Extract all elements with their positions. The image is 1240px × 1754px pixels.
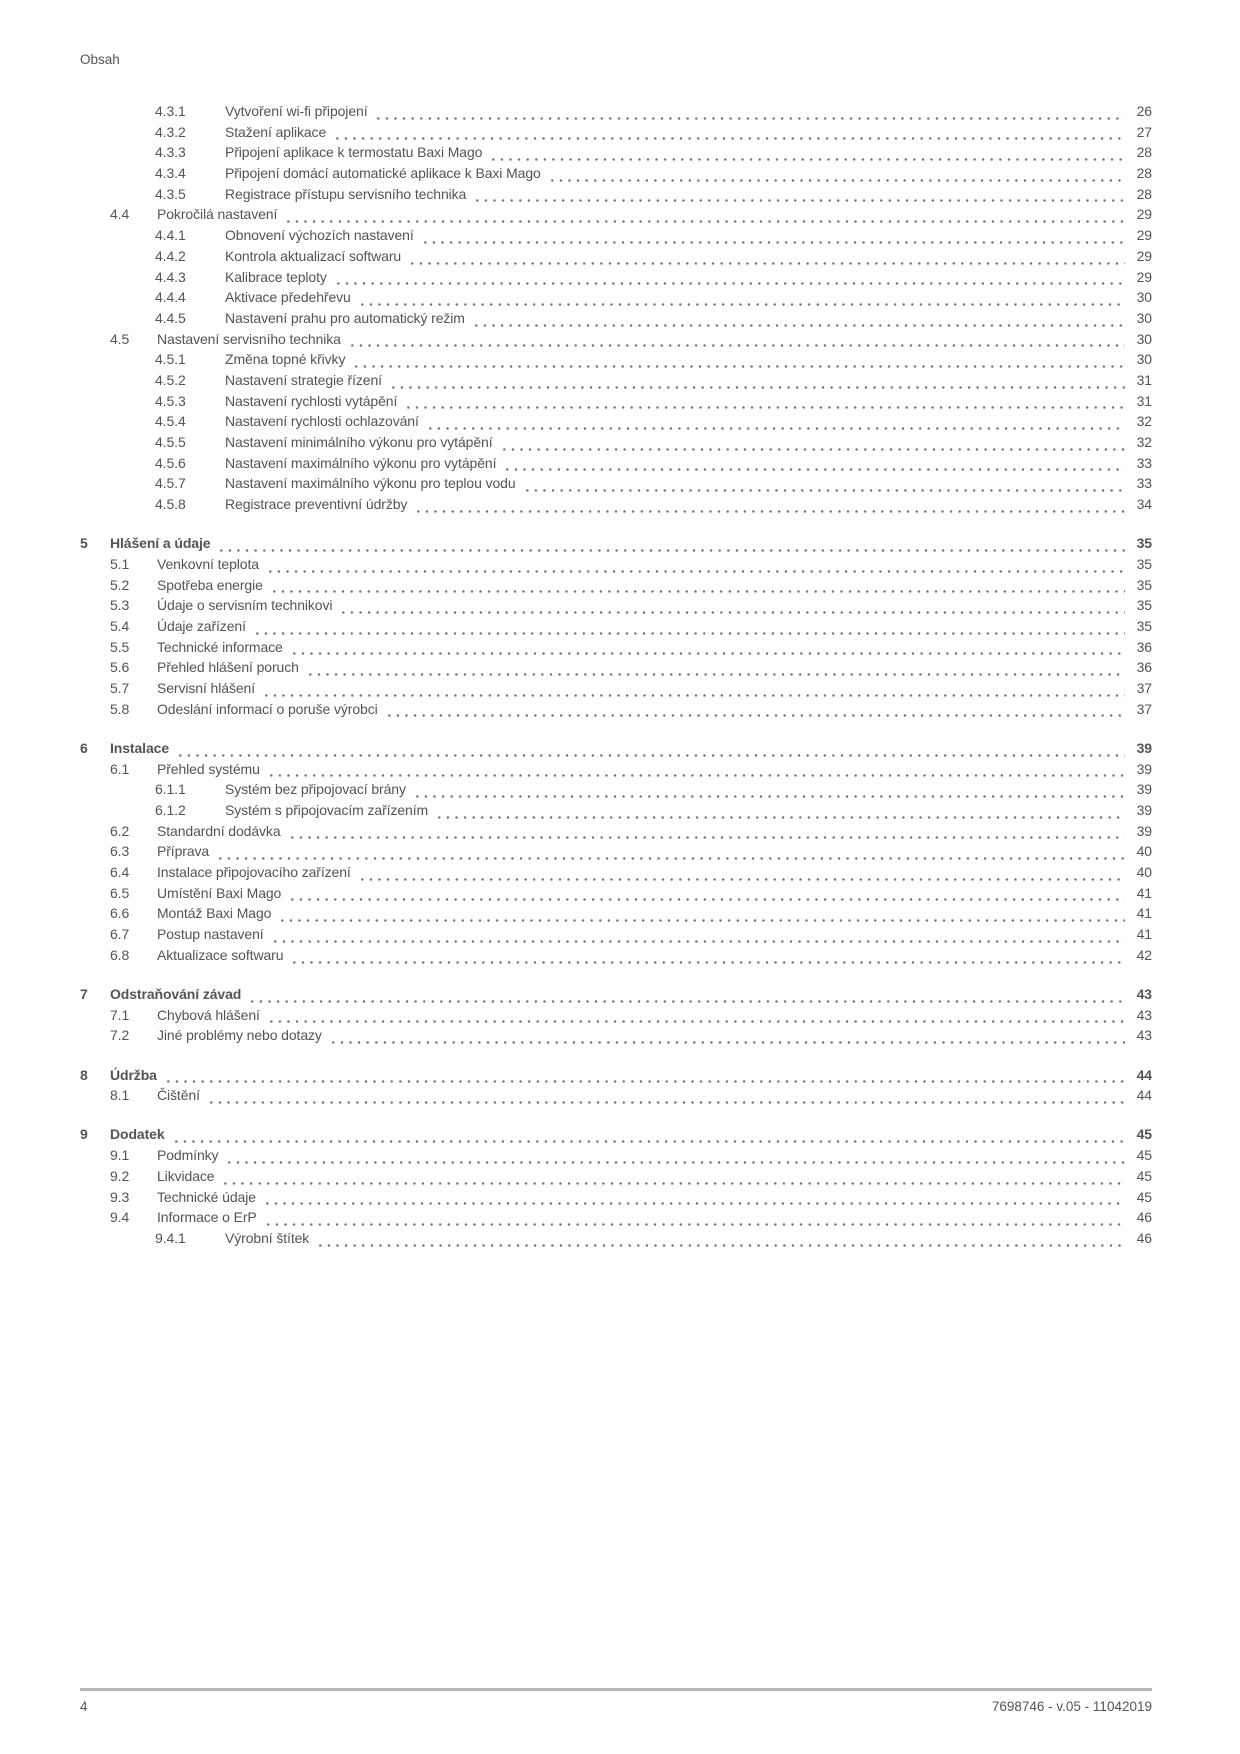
- toc-entry-page: 35: [1136, 535, 1152, 552]
- toc-entry-title: Kalibrace teploty: [225, 268, 327, 285]
- footer-divider: [80, 1688, 1152, 1691]
- dot-leader: [521, 475, 1125, 496]
- toc-entry-title: Připojení domácí automatické aplikace k Baxi Mago: [225, 165, 541, 182]
- toc-entry-page: 41: [1136, 926, 1152, 943]
- toc-entry-title: Venkovní teplota: [157, 555, 259, 572]
- toc-entry-number: 6.1.2: [155, 802, 186, 818]
- toc-entry-number: 6.5: [110, 884, 130, 901]
- dot-leader: [356, 864, 1125, 885]
- toc-entry-page: 33: [1136, 475, 1152, 492]
- page-footer: [80, 1699, 1152, 1714]
- toc-entry-title: Vytvoření wi-fi připojení: [225, 103, 368, 119]
- toc-entry-number: 6.2: [110, 822, 130, 839]
- toc-entry-title: Odstraňování závad: [110, 986, 242, 1002]
- toc-entry-number: 4.3.5: [155, 185, 186, 202]
- dot-leader: [304, 659, 1125, 680]
- toc-entry-page: 30: [1136, 330, 1152, 347]
- dot-leader: [286, 823, 1125, 844]
- toc-entry-page: 31: [1136, 371, 1152, 388]
- toc-entry-title: Spotřeba energie: [157, 576, 263, 593]
- dot-leader: [265, 761, 1125, 782]
- toc-entry-number: 4.5.7: [155, 475, 186, 492]
- dot-leader: [282, 206, 1125, 227]
- dot-leader: [487, 144, 1125, 165]
- toc-row: [80, 761, 1152, 782]
- dot-leader: [262, 1209, 1125, 1230]
- toc-entry-number: 9: [80, 1126, 88, 1143]
- toc-entry-number: 4.4.1: [155, 227, 186, 244]
- toc-entry-title: Jiné problémy nebo dotazy: [157, 1027, 322, 1044]
- toc-entry-title: Technické údaje: [157, 1188, 256, 1205]
- toc-row: [80, 701, 1152, 722]
- toc-entry-title: Nastavení rychlosti vytápění: [225, 392, 398, 409]
- toc-entry-page: 37: [1136, 700, 1152, 717]
- toc-entry-page: 35: [1136, 555, 1152, 572]
- toc-entry-number: 4.5.8: [155, 496, 186, 513]
- toc-entry-number: 6.4: [110, 864, 130, 881]
- toc-entry-title: Údaje o servisním technikovi: [157, 597, 333, 614]
- dot-leader: [406, 248, 1125, 269]
- dot-leader: [265, 1007, 1125, 1028]
- footer-doc-ref: 7698746 - v.05 - 11042019: [991, 1699, 1152, 1714]
- toc-entry-title: Nastavení maximálního výkonu pro teplou vodu: [225, 475, 516, 492]
- dot-leader: [205, 1087, 1125, 1108]
- dot-leader: [260, 680, 1125, 701]
- dot-leader: [174, 740, 1125, 761]
- toc-entry-page: 29: [1136, 268, 1152, 285]
- toc-row: [80, 269, 1152, 290]
- toc-row: [80, 1147, 1152, 1168]
- toc-entry-page: 46: [1136, 1209, 1152, 1226]
- toc-entry-title: Montáž Baxi Mago: [157, 905, 272, 922]
- toc-entry-number: 6.7: [110, 926, 130, 943]
- dot-leader: [402, 393, 1125, 414]
- toc-entry-page: 39: [1136, 739, 1152, 756]
- toc-row: [80, 577, 1152, 598]
- toc-entry-number: 4.5.5: [155, 434, 186, 450]
- toc-entry-number: 7: [80, 986, 88, 1002]
- toc-entry-number: 9.4.1: [155, 1229, 186, 1246]
- toc-row: [80, 1126, 1152, 1147]
- toc-entry-title: Údaje zařízení: [157, 618, 246, 634]
- toc-entry-page: 40: [1136, 864, 1152, 881]
- toc-entry-number: 5.5: [110, 638, 130, 655]
- toc-entry-title: Obnovení výchozích nastavení: [225, 227, 414, 244]
- dot-leader: [162, 1067, 1125, 1088]
- toc-entry-title: Nastavení prahu pro automatický režim: [225, 309, 465, 326]
- toc-row: [80, 206, 1152, 227]
- toc-entry-title: Instalace připojovacího zařízení: [157, 864, 351, 881]
- dot-leader: [269, 926, 1125, 947]
- toc-row: [80, 1087, 1152, 1108]
- toc-entry-title: Přehled systému: [157, 760, 260, 777]
- toc-row: [80, 740, 1152, 761]
- toc-entry-page: 42: [1136, 946, 1152, 963]
- toc-entry-number: 5: [80, 535, 88, 552]
- toc-entry-number: 5.8: [110, 700, 130, 717]
- toc-entry-title: Registrace přístupu servisního technika: [225, 185, 467, 202]
- dot-leader: [327, 1027, 1125, 1048]
- toc-row: [80, 289, 1152, 310]
- toc-row: [80, 556, 1152, 577]
- toc-entry-page: 29: [1136, 206, 1152, 223]
- dot-leader: [411, 781, 1125, 802]
- toc-entry-number: 6: [80, 739, 88, 756]
- dot-leader: [433, 802, 1125, 823]
- toc-entry-number: 4.5.2: [155, 371, 186, 388]
- toc-entry-number: 6.1: [110, 760, 130, 777]
- toc-entry-page: 35: [1136, 618, 1152, 634]
- toc-row: [80, 680, 1152, 701]
- toc-entry-number: 5.1: [110, 555, 130, 572]
- toc-entry-page: 32: [1136, 413, 1152, 430]
- dot-leader: [337, 597, 1125, 618]
- toc-entry-number: 9.2: [110, 1167, 130, 1184]
- toc-entry-number: 5.7: [110, 680, 130, 697]
- toc-row: [80, 597, 1152, 618]
- toc-entry-title: Kontrola aktualizací softwaru: [225, 247, 402, 264]
- dot-leader: [215, 535, 1125, 556]
- toc-row: [80, 1067, 1152, 1088]
- toc-row: [80, 905, 1152, 926]
- toc-entry-number: 4.5.1: [155, 351, 186, 368]
- toc-row: [80, 1168, 1152, 1189]
- toc-entry-title: Změna topné křivky: [225, 351, 346, 368]
- toc-entry-number: 4.3.1: [155, 103, 186, 119]
- toc-entry-page: 26: [1136, 103, 1152, 119]
- toc-entry-page: 44: [1136, 1087, 1152, 1104]
- toc-entry-title: Přehled hlášení poruch: [157, 659, 299, 676]
- toc-entry-page: 43: [1136, 986, 1152, 1002]
- toc-row: [80, 434, 1152, 455]
- dot-leader: [219, 1168, 1125, 1189]
- toc-entry-title: Stažení aplikace: [225, 123, 327, 140]
- toc-entry-number: 4.4.2: [155, 247, 186, 264]
- toc-row: [80, 248, 1152, 269]
- toc-row: [80, 802, 1152, 823]
- toc-entry-title: Likvidace: [157, 1167, 215, 1184]
- dot-leader: [424, 413, 1125, 434]
- toc-entry-number: 6.1.1: [155, 781, 186, 798]
- dot-leader: [372, 103, 1125, 124]
- dot-leader: [350, 351, 1125, 372]
- toc-entry-number: 4.3.2: [155, 123, 186, 140]
- dot-leader: [246, 986, 1125, 1007]
- toc-row: [80, 393, 1152, 414]
- toc-entry-number: 9.3: [110, 1188, 130, 1205]
- toc-entry-number: 4.4.4: [155, 289, 186, 306]
- toc-row: [80, 455, 1152, 476]
- toc-row: [80, 926, 1152, 947]
- toc-entry-title: Systém s připojovacím zařízením: [225, 802, 429, 818]
- toc-entry-title: Výrobní štítek: [225, 1229, 310, 1246]
- toc-entry-number: 6.6: [110, 905, 130, 922]
- toc-entry-title: Technické informace: [157, 638, 283, 655]
- toc-entry-title: Dodatek: [110, 1126, 165, 1143]
- toc-entry-title: Informace o ErP: [157, 1209, 257, 1226]
- toc-entry-page: 30: [1136, 351, 1152, 368]
- toc-entry-page: 39: [1136, 781, 1152, 798]
- toc-row: [80, 372, 1152, 393]
- toc-entry-page: 36: [1136, 659, 1152, 676]
- dot-leader: [356, 289, 1125, 310]
- dot-leader: [276, 905, 1125, 926]
- toc-entry-number: 6.8: [110, 946, 130, 963]
- toc-entry-number: 4.4.3: [155, 268, 186, 285]
- toc-entry-title: Instalace: [110, 739, 170, 756]
- toc-entry-number: 4.5.6: [155, 454, 186, 471]
- dot-leader: [387, 372, 1125, 393]
- toc-entry-number: 9.1: [110, 1147, 130, 1164]
- toc-entry-page: 35: [1136, 597, 1152, 614]
- dot-leader: [501, 455, 1125, 476]
- toc-entry-title: Čištění: [157, 1087, 200, 1104]
- toc-entry-page: 45: [1136, 1126, 1152, 1143]
- toc-row: [80, 1007, 1152, 1028]
- toc-entry-number: 6.3: [110, 843, 130, 860]
- toc-entry-title: Servisní hlášení: [157, 680, 256, 697]
- toc-row: [80, 310, 1152, 331]
- toc-entry-title: Podmínky: [157, 1147, 219, 1164]
- dot-leader: [268, 577, 1125, 598]
- toc-entry-title: Hlášení a údaje: [110, 535, 211, 552]
- toc-entry-title: Systém bez připojovací brány: [225, 781, 406, 798]
- toc-entry-page: 45: [1136, 1188, 1152, 1205]
- dot-leader: [214, 843, 1125, 864]
- toc-entry-number: 4.5.4: [155, 413, 186, 430]
- toc-entry-page: 45: [1136, 1167, 1152, 1184]
- toc-entry-page: 27: [1136, 123, 1152, 140]
- dot-leader: [314, 1230, 1125, 1251]
- toc-row: [80, 103, 1152, 124]
- toc-row: [80, 947, 1152, 968]
- toc-row: [80, 144, 1152, 165]
- toc-entry-number: 4.3.4: [155, 165, 186, 182]
- toc-entry-page: 28: [1136, 185, 1152, 202]
- toc-entry-page: 44: [1136, 1066, 1152, 1083]
- dot-leader: [288, 947, 1125, 968]
- dot-leader: [412, 496, 1125, 517]
- toc-row: [80, 864, 1152, 885]
- dot-leader: [383, 701, 1125, 722]
- toc-entry-page: 28: [1136, 144, 1152, 161]
- table-of-contents: [80, 103, 1152, 1251]
- toc-entry-page: 35: [1136, 576, 1152, 593]
- toc-row: [80, 227, 1152, 248]
- toc-entry-title: Aktivace předehřevu: [225, 289, 351, 306]
- toc-row: [80, 618, 1152, 639]
- toc-row: [80, 885, 1152, 906]
- toc-entry-number: 7.1: [110, 1006, 130, 1023]
- dot-leader: [286, 885, 1125, 906]
- toc-entry-page: 30: [1136, 289, 1152, 306]
- dot-leader: [471, 186, 1125, 207]
- toc-row: [80, 781, 1152, 802]
- toc-entry-title: Příprava: [157, 843, 210, 860]
- toc-row: [80, 331, 1152, 352]
- toc-entry-page: 34: [1136, 496, 1152, 513]
- toc-entry-number: 8: [80, 1066, 88, 1083]
- dot-leader: [346, 331, 1125, 352]
- toc-entry-page: 43: [1136, 1006, 1152, 1023]
- toc-entry-page: 45: [1136, 1147, 1152, 1164]
- toc-entry-page: 39: [1136, 802, 1152, 818]
- toc-row: [80, 639, 1152, 660]
- toc-entry-title: Nastavení rychlosti ochlazování: [225, 413, 419, 430]
- toc-entry-title: Nastavení maximálního výkonu pro vytápění: [225, 454, 497, 471]
- toc-row: [80, 1189, 1152, 1210]
- toc-entry-number: 8.1: [110, 1087, 130, 1104]
- toc-row: [80, 823, 1152, 844]
- toc-row: [80, 1230, 1152, 1251]
- dot-leader: [546, 165, 1125, 186]
- footer-page-number: 4: [80, 1699, 88, 1714]
- toc-entry-number: 5.4: [110, 618, 130, 634]
- dot-leader: [331, 124, 1125, 145]
- toc-entry-title: Nastavení strategie řízení: [225, 371, 382, 388]
- toc-entry-title: Registrace preventivní údržby: [225, 496, 408, 513]
- toc-entry-page: 46: [1136, 1229, 1152, 1246]
- toc-entry-title: Nastavení minimálního výkonu pro vytápění: [225, 434, 493, 450]
- toc-entry-page: 29: [1136, 227, 1152, 244]
- toc-row: [80, 1027, 1152, 1048]
- toc-entry-title: Připojení aplikace k termostatu Baxi Mago: [225, 144, 483, 161]
- dot-leader: [470, 310, 1125, 331]
- toc-entry-title: Údržba: [110, 1066, 157, 1083]
- toc-entry-number: 4.4.5: [155, 309, 186, 326]
- toc-row: [80, 496, 1152, 517]
- toc-entry-page: 43: [1136, 1027, 1152, 1044]
- toc-row: [80, 1209, 1152, 1230]
- toc-entry-page: 40: [1136, 843, 1152, 860]
- toc-entry-title: Aktualizace softwaru: [157, 946, 284, 963]
- dot-leader: [251, 618, 1125, 639]
- toc-entry-number: 4.3.3: [155, 144, 186, 161]
- toc-entry-number: 7.2: [110, 1027, 130, 1044]
- toc-row: [80, 124, 1152, 145]
- toc-entry-page: 31: [1136, 392, 1152, 409]
- toc-entry-title: Postup nastavení: [157, 926, 264, 943]
- toc-row: [80, 535, 1152, 556]
- toc-entry-page: 33: [1136, 454, 1152, 471]
- toc-row: [80, 986, 1152, 1007]
- dot-leader: [261, 1189, 1125, 1210]
- toc-entry-page: 28: [1136, 165, 1152, 182]
- toc-entry-number: 5.2: [110, 576, 130, 593]
- toc-row: [80, 659, 1152, 680]
- toc-entry-title: Nastavení servisního technika: [157, 330, 341, 347]
- toc-entry-number: 5.6: [110, 659, 130, 676]
- toc-entry-page: 36: [1136, 638, 1152, 655]
- toc-entry-page: 39: [1136, 822, 1152, 839]
- dot-leader: [223, 1147, 1125, 1168]
- toc-entry-title: Chybová hlášení: [157, 1006, 260, 1023]
- toc-row: [80, 413, 1152, 434]
- toc-entry-page: 30: [1136, 309, 1152, 326]
- dot-leader: [170, 1126, 1125, 1147]
- dot-leader: [264, 556, 1125, 577]
- toc-entry-title: Standardní dodávka: [157, 822, 281, 839]
- toc-entry-page: 41: [1136, 884, 1152, 901]
- toc-row: [80, 186, 1152, 207]
- toc-row: [80, 475, 1152, 496]
- toc-entry-title: Umístění Baxi Mago: [157, 884, 282, 901]
- toc-entry-page: 37: [1136, 680, 1152, 697]
- toc-entry-number: 9.4: [110, 1209, 130, 1226]
- toc-entry-page: 39: [1136, 760, 1152, 777]
- toc-entry-page: 32: [1136, 434, 1152, 450]
- dot-leader: [498, 434, 1126, 455]
- toc-entry-number: 4.4: [110, 206, 130, 223]
- toc-row: [80, 351, 1152, 372]
- page-header-label: Obsah: [80, 52, 120, 67]
- dot-leader: [288, 639, 1125, 660]
- dot-leader: [419, 227, 1125, 248]
- toc-entry-title: Pokročilá nastavení: [157, 206, 278, 223]
- dot-leader: [332, 269, 1125, 290]
- toc-entry-title: Odeslání informací o poruše výrobci: [157, 700, 378, 717]
- toc-entry-number: 4.5: [110, 330, 130, 347]
- toc-entry-page: 29: [1136, 247, 1152, 264]
- toc-row: [80, 843, 1152, 864]
- toc-row: [80, 165, 1152, 186]
- toc-entry-page: 41: [1136, 905, 1152, 922]
- toc-entry-number: 4.5.3: [155, 392, 186, 409]
- toc-entry-number: 5.3: [110, 597, 130, 614]
